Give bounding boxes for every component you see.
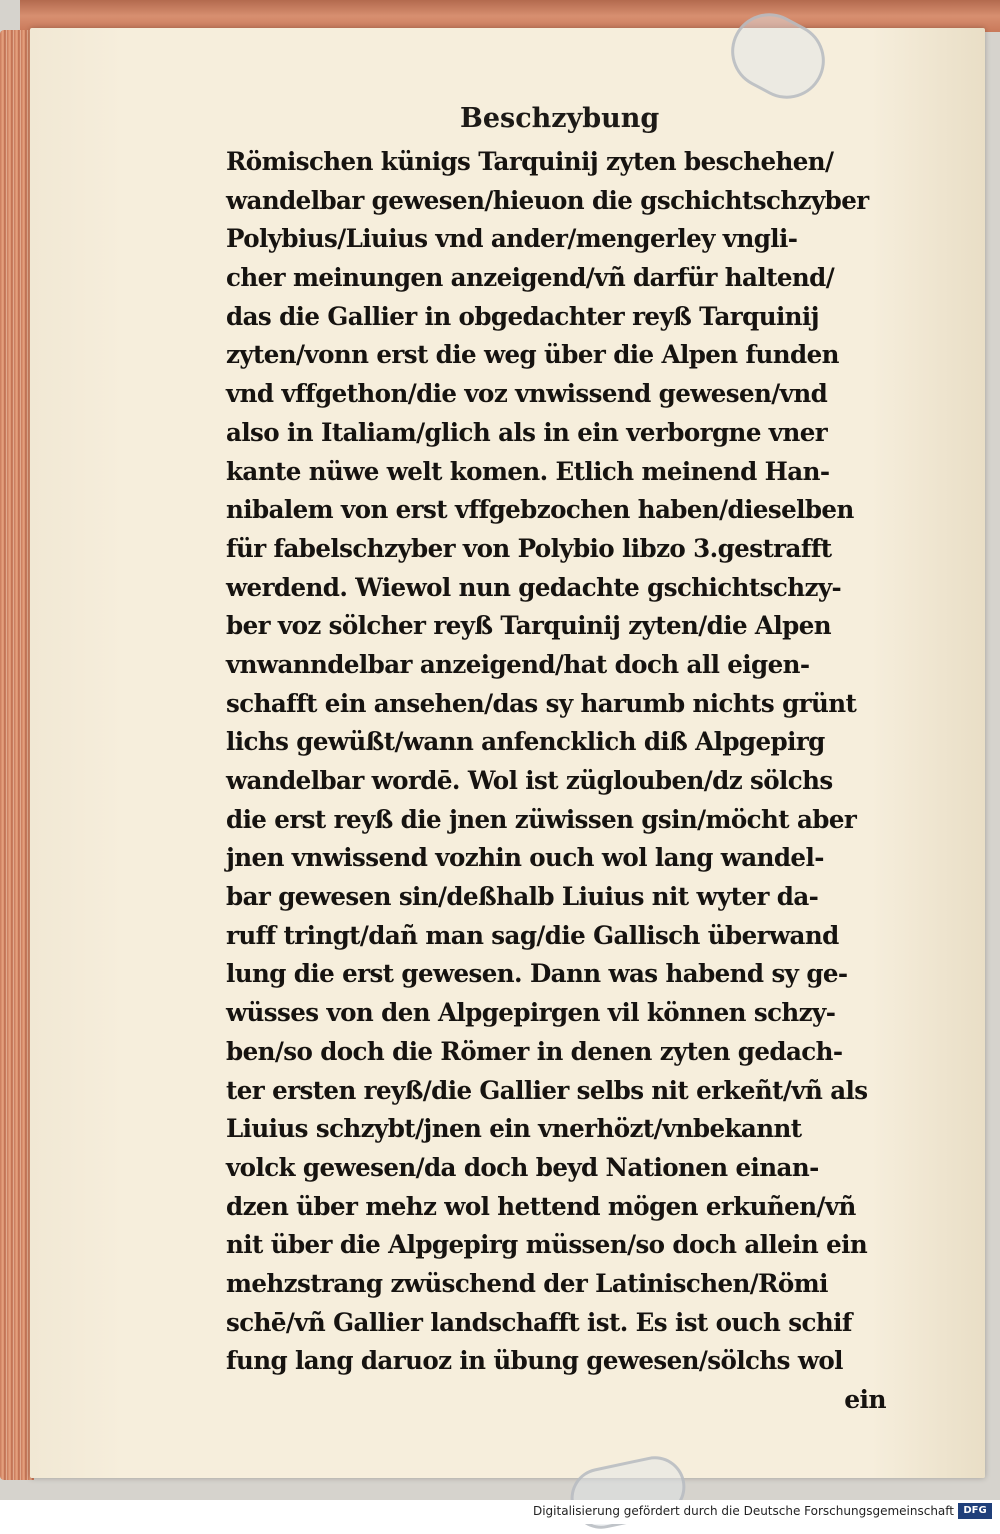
text-line: werdend. Wiewol nun gedachte gschichtschzy- (226, 572, 842, 602)
text-line: vnd vffgethon/die voz vnwissend gewesen/vnd (226, 379, 828, 409)
text-line: schafft ein ansehen/das sy harumb nichts grünt (226, 688, 857, 718)
text-line: Römischen künigs Tarquinij zyten beschehen/ (226, 147, 834, 176)
footer-bar (0, 1500, 1000, 1524)
text-line: Polybius/Liuius vnd ander/mengerley vngli- (226, 224, 798, 254)
text-line: volck gewesen/da doch beyd Nationen einan- (226, 1152, 819, 1182)
text-line: nibalem von erst vffgebzochen haben/dieselben (226, 495, 854, 525)
book-edge-left (0, 30, 34, 1480)
dfg-logo: DFG (958, 1503, 992, 1519)
text-line: schē/vñ Gallier landschafft ist. Es ist ouch schif (226, 1307, 852, 1337)
text-line: zyten/vonn erst die weg über die Alpen funden (226, 340, 839, 370)
text-line: vnwanndelbar anzeigend/hat doch all eigen- (226, 649, 810, 679)
text-line: wüsses von den Alpgepirgen vil können schzy- (226, 998, 836, 1028)
text-line: bar gewesen sin/deßhalb Liuius nit wyter da- (226, 882, 819, 912)
text-line: die erst reyß die jnen züwissen gsin/möcht aber (226, 804, 857, 834)
text-line: wandelbar wordē. Wol ist züglouben/dz sölchs (226, 766, 833, 795)
text-line: lung die erst gewesen. Dann was habend sy ge- (226, 959, 848, 989)
text-line: kante nüwe welt komen. Etlich meinend Han- (226, 456, 830, 486)
text-line: das die Gallier in obgedachter reyß Tarquinij (226, 301, 819, 331)
text-line: nit über die Alpgepirg müssen/so doch allein ein (226, 1230, 868, 1260)
text-line: ben/so doch die Römer in denen zyten gedach- (226, 1036, 843, 1066)
text-line: fung lang daruoz in übung gewesen/sölchs wol (226, 1346, 843, 1376)
text-line: mehzstrang zwüschend der Latinischen/Römi (226, 1268, 828, 1298)
text-line: wandelbar gewesen/hieuon die gschichtschzyber (226, 185, 869, 215)
text-line: lichs gewüßt/wann anfencklich diß Alpgepirg (226, 727, 825, 757)
text-line: ber voz sölcher reyß Tarquinij zyten/die Alpen (226, 611, 831, 641)
funding-credit: Digitalisierung gefördert durch die Deutsche Forschungsgemeinschaft (532, 1504, 954, 1518)
text-line: dzen über mehz wol hettend mögen erkuñen/vñ (226, 1191, 856, 1221)
text-line: also in Italiam/glich als in ein verborgne vner (226, 417, 828, 447)
text-line: ter ersten reyß/die Gallier selbs nit erkeñt/vñ als (226, 1075, 868, 1105)
running-head: Beschzybung (460, 103, 660, 134)
text-line: ein (844, 1385, 886, 1414)
text-line: cher meinungen anzeigend/vñ darfür haltend/ (226, 263, 835, 293)
text-line: jnen vnwissend vozhin ouch wol lang wandel- (226, 843, 824, 873)
text-line: Liuius schzybt/jnen ein vnerhözt/vnbekannt (226, 1114, 802, 1144)
text-block (226, 143, 886, 1420)
text-line: für fabelschzyber von Polybio libzo 3.gestrafft (226, 533, 832, 563)
text-line: ruff tringt/dañ man sag/die Gallisch überwand (226, 920, 839, 950)
